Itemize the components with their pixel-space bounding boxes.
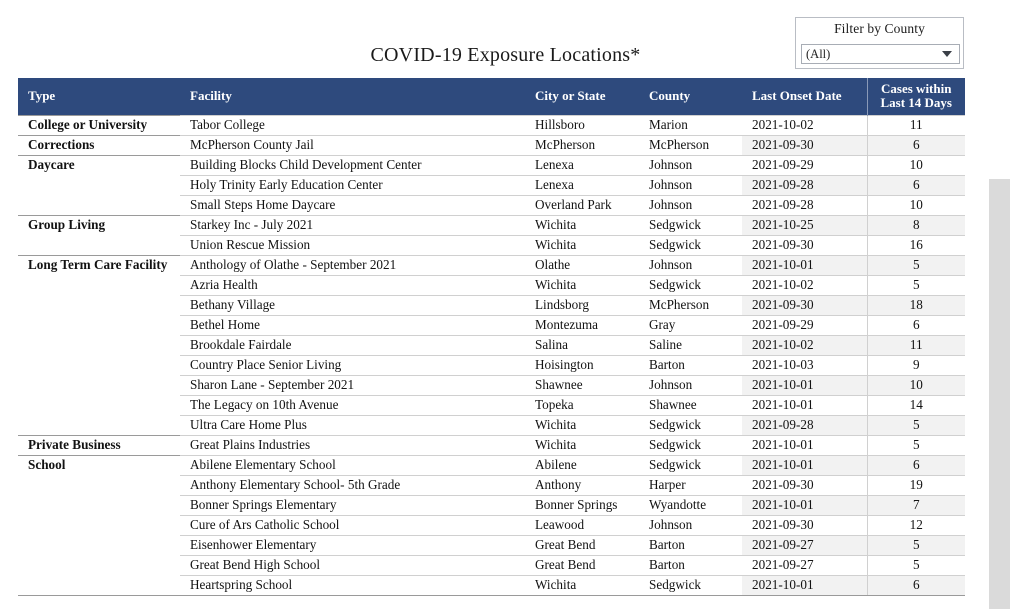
- table-row[interactable]: [18, 435, 965, 455]
- cell-last-onset-date: 2021-09-30: [742, 235, 867, 255]
- cell-facility: Union Rescue Mission: [180, 235, 525, 255]
- cell-facility: Eisenhower Elementary: [180, 535, 525, 555]
- table-row[interactable]: [18, 255, 965, 275]
- cell-facility: Country Place Senior Living: [180, 355, 525, 375]
- cell-city-or-state: Salina: [525, 335, 639, 355]
- cell-facility: McPherson County Jail: [180, 135, 525, 155]
- cell-city-or-state: Lindsborg: [525, 295, 639, 315]
- cell-cases-within-last-14-days: 9: [867, 355, 965, 375]
- cell-last-onset-date: 2021-10-01: [742, 375, 867, 395]
- cell-county: Harper: [639, 475, 742, 495]
- cell-county: Sedgwick: [639, 235, 742, 255]
- cell-facility: Sharon Lane - September 2021: [180, 375, 525, 395]
- cell-last-onset-date: 2021-10-01: [742, 435, 867, 455]
- cell-city-or-state: Lenexa: [525, 155, 639, 175]
- table-row[interactable]: [18, 215, 965, 235]
- table-row[interactable]: [18, 275, 965, 295]
- cell-type: [18, 555, 180, 575]
- table-row[interactable]: [18, 455, 965, 475]
- cell-county: Gray: [639, 315, 742, 335]
- cell-county: McPherson: [639, 295, 742, 315]
- cell-facility: Anthology of Olathe - September 2021: [180, 255, 525, 275]
- cell-last-onset-date: 2021-10-02: [742, 115, 867, 135]
- cell-cases-within-last-14-days: 5: [867, 255, 965, 275]
- cell-cases-within-last-14-days: 5: [867, 275, 965, 295]
- cell-type: [18, 335, 180, 355]
- cell-cases-within-last-14-days: 11: [867, 335, 965, 355]
- cell-last-onset-date: 2021-09-28: [742, 415, 867, 435]
- cell-type: [18, 495, 180, 515]
- table-row[interactable]: [18, 375, 965, 395]
- table-row[interactable]: [18, 395, 965, 415]
- cell-facility: Great Bend High School: [180, 555, 525, 575]
- cases-header-line1: Cases within: [881, 80, 952, 96]
- cell-city-or-state: Olathe: [525, 255, 639, 275]
- table-row[interactable]: [18, 555, 965, 575]
- cell-county: Johnson: [639, 515, 742, 535]
- cell-cases-within-last-14-days: 5: [867, 555, 965, 575]
- cell-type: School: [18, 455, 180, 475]
- cell-county: Marion: [639, 115, 742, 135]
- cell-type: [18, 355, 180, 375]
- cell-cases-within-last-14-days: 11: [867, 115, 965, 135]
- cell-county: Johnson: [639, 155, 742, 175]
- cell-cases-within-last-14-days: 19: [867, 475, 965, 495]
- cell-city-or-state: Wichita: [525, 215, 639, 235]
- cell-type: Long Term Care Facility: [18, 255, 180, 275]
- cell-type: [18, 575, 180, 595]
- cell-city-or-state: Wichita: [525, 435, 639, 455]
- cell-county: Sedgwick: [639, 575, 742, 595]
- cell-facility: Ultra Care Home Plus: [180, 415, 525, 435]
- exposure-locations-table-container: [18, 78, 965, 595]
- table-row[interactable]: [18, 495, 965, 515]
- cell-last-onset-date: 2021-10-01: [742, 395, 867, 415]
- cell-county: Sedgwick: [639, 415, 742, 435]
- cell-facility: Abilene Elementary School: [180, 455, 525, 475]
- cell-cases-within-last-14-days: 6: [867, 455, 965, 475]
- cell-last-onset-date: 2021-09-27: [742, 555, 867, 575]
- table-row[interactable]: [18, 295, 965, 315]
- cell-cases-within-last-14-days: 5: [867, 435, 965, 455]
- cell-last-onset-date: 2021-10-03: [742, 355, 867, 375]
- cell-city-or-state: Shawnee: [525, 375, 639, 395]
- column-header-city-or-state[interactable]: City or State: [525, 78, 639, 115]
- cell-county: Sedgwick: [639, 275, 742, 295]
- cell-cases-within-last-14-days: 7: [867, 495, 965, 515]
- cell-city-or-state: McPherson: [525, 135, 639, 155]
- cell-facility: Bonner Springs Elementary: [180, 495, 525, 515]
- cell-type: [18, 375, 180, 395]
- cell-type: [18, 535, 180, 555]
- cell-facility: Anthony Elementary School- 5th Grade: [180, 475, 525, 495]
- cell-last-onset-date: 2021-10-25: [742, 215, 867, 235]
- cell-type: Corrections: [18, 135, 180, 155]
- cell-county: Johnson: [639, 375, 742, 395]
- table-bottom-divider: [18, 595, 965, 596]
- cell-county: Wyandotte: [639, 495, 742, 515]
- table-body: [18, 115, 965, 595]
- cell-cases-within-last-14-days: 14: [867, 395, 965, 415]
- cell-county: Sedgwick: [639, 215, 742, 235]
- cell-cases-within-last-14-days: 18: [867, 295, 965, 315]
- cell-facility: Holy Trinity Early Education Center: [180, 175, 525, 195]
- column-header-type[interactable]: Type: [18, 78, 180, 115]
- cell-county: Johnson: [639, 195, 742, 215]
- table-row[interactable]: [18, 415, 965, 435]
- cell-county: Johnson: [639, 255, 742, 275]
- cell-cases-within-last-14-days: 5: [867, 415, 965, 435]
- cell-facility: Tabor College: [180, 115, 525, 135]
- cell-city-or-state: Wichita: [525, 575, 639, 595]
- cell-city-or-state: Abilene: [525, 455, 639, 475]
- column-header-cases-within-last-14-days[interactable]: [867, 78, 965, 115]
- cell-facility: Azria Health: [180, 275, 525, 295]
- cell-type: College or University: [18, 115, 180, 135]
- cell-facility: Starkey Inc - July 2021: [180, 215, 525, 235]
- cell-last-onset-date: 2021-10-02: [742, 335, 867, 355]
- column-header-facility[interactable]: Facility: [180, 78, 525, 115]
- cell-type: [18, 415, 180, 435]
- cell-type: [18, 195, 180, 215]
- cell-last-onset-date: 2021-09-30: [742, 515, 867, 535]
- cell-cases-within-last-14-days: 5: [867, 535, 965, 555]
- table-row[interactable]: [18, 195, 965, 215]
- cell-city-or-state: Leawood: [525, 515, 639, 535]
- cell-cases-within-last-14-days: 10: [867, 155, 965, 175]
- cell-cases-within-last-14-days: 6: [867, 315, 965, 335]
- table-row[interactable]: [18, 115, 965, 135]
- cell-city-or-state: Topeka: [525, 395, 639, 415]
- cell-facility: Cure of Ars Catholic School: [180, 515, 525, 535]
- cell-type: [18, 515, 180, 535]
- cell-city-or-state: Hillsboro: [525, 115, 639, 135]
- filter-label: Filter by County: [834, 21, 925, 36]
- table-row[interactable]: [18, 475, 965, 495]
- table-row[interactable]: [18, 575, 965, 595]
- table-row[interactable]: [18, 355, 965, 375]
- county-filter-value: (All): [806, 46, 831, 61]
- cell-last-onset-date: 2021-09-28: [742, 195, 867, 215]
- cell-county: Barton: [639, 555, 742, 575]
- cell-city-or-state: Wichita: [525, 235, 639, 255]
- cell-cases-within-last-14-days: 12: [867, 515, 965, 535]
- cell-county: Shawnee: [639, 395, 742, 415]
- cell-facility: Bethel Home: [180, 315, 525, 335]
- cell-city-or-state: Lenexa: [525, 175, 639, 195]
- cell-city-or-state: Wichita: [525, 415, 639, 435]
- cell-facility: The Legacy on 10th Avenue: [180, 395, 525, 415]
- cell-type: [18, 175, 180, 195]
- cell-type: [18, 275, 180, 295]
- cell-cases-within-last-14-days: 6: [867, 175, 965, 195]
- cases-header-line2: Last 14 Days: [880, 95, 952, 111]
- cell-county: Sedgwick: [639, 435, 742, 455]
- cell-last-onset-date: 2021-09-29: [742, 315, 867, 335]
- cell-facility: Bethany Village: [180, 295, 525, 315]
- table-row[interactable]: [18, 515, 965, 535]
- cell-facility: Small Steps Home Daycare: [180, 195, 525, 215]
- cell-last-onset-date: 2021-10-01: [742, 455, 867, 475]
- cell-type: [18, 475, 180, 495]
- cell-county: McPherson: [639, 135, 742, 155]
- table-row[interactable]: [18, 135, 965, 155]
- cell-type: [18, 235, 180, 255]
- cell-city-or-state: Wichita: [525, 275, 639, 295]
- cell-last-onset-date: 2021-10-01: [742, 575, 867, 595]
- cell-facility: Heartspring School: [180, 575, 525, 595]
- cell-last-onset-date: 2021-09-29: [742, 155, 867, 175]
- cell-city-or-state: Great Bend: [525, 555, 639, 575]
- cell-last-onset-date: 2021-10-02: [742, 275, 867, 295]
- cell-county: Sedgwick: [639, 455, 742, 475]
- cell-last-onset-date: 2021-09-30: [742, 135, 867, 155]
- column-header-county[interactable]: County: [639, 78, 742, 115]
- cell-facility: Building Blocks Child Development Center: [180, 155, 525, 175]
- cell-city-or-state: Hoisington: [525, 355, 639, 375]
- table-row[interactable]: [18, 155, 965, 175]
- cell-city-or-state: Great Bend: [525, 535, 639, 555]
- vertical-scrollbar-thumb[interactable]: [989, 179, 1010, 609]
- table-row[interactable]: [18, 335, 965, 355]
- cell-last-onset-date: 2021-09-30: [742, 295, 867, 315]
- column-header-last-onset-date[interactable]: Last Onset Date: [742, 78, 867, 115]
- table-header: [18, 78, 965, 115]
- table-row[interactable]: [18, 315, 965, 335]
- table-row[interactable]: [18, 175, 965, 195]
- vertical-scrollbar[interactable]: [989, 75, 1011, 609]
- cell-cases-within-last-14-days: 8: [867, 215, 965, 235]
- cell-cases-within-last-14-days: 10: [867, 195, 965, 215]
- page-title: COVID-19 Exposure Locations*: [370, 44, 641, 66]
- cell-city-or-state: Bonner Springs: [525, 495, 639, 515]
- cell-county: Johnson: [639, 175, 742, 195]
- table-row[interactable]: [18, 535, 965, 555]
- cell-type: Group Living: [18, 215, 180, 235]
- table-header-row: [18, 78, 965, 115]
- cell-last-onset-date: 2021-10-01: [742, 255, 867, 275]
- cell-type: [18, 315, 180, 335]
- cell-facility: Brookdale Fairdale: [180, 335, 525, 355]
- cell-cases-within-last-14-days: 6: [867, 135, 965, 155]
- cell-city-or-state: Montezuma: [525, 315, 639, 335]
- cell-type: Daycare: [18, 155, 180, 175]
- cell-cases-within-last-14-days: 6: [867, 575, 965, 595]
- cell-facility: Great Plains Industries: [180, 435, 525, 455]
- cell-type: [18, 395, 180, 415]
- cell-last-onset-date: 2021-09-28: [742, 175, 867, 195]
- cell-county: Saline: [639, 335, 742, 355]
- table-row[interactable]: [18, 235, 965, 255]
- cell-last-onset-date: 2021-10-01: [742, 495, 867, 515]
- cell-county: Barton: [639, 355, 742, 375]
- cell-city-or-state: Anthony: [525, 475, 639, 495]
- cell-type: [18, 295, 180, 315]
- cell-city-or-state: Overland Park: [525, 195, 639, 215]
- cell-cases-within-last-14-days: 16: [867, 235, 965, 255]
- cell-last-onset-date: 2021-09-30: [742, 475, 867, 495]
- cell-cases-within-last-14-days: 10: [867, 375, 965, 395]
- cell-last-onset-date: 2021-09-27: [742, 535, 867, 555]
- cell-type: Private Business: [18, 435, 180, 455]
- cell-county: Barton: [639, 535, 742, 555]
- exposure-locations-table: [18, 78, 965, 595]
